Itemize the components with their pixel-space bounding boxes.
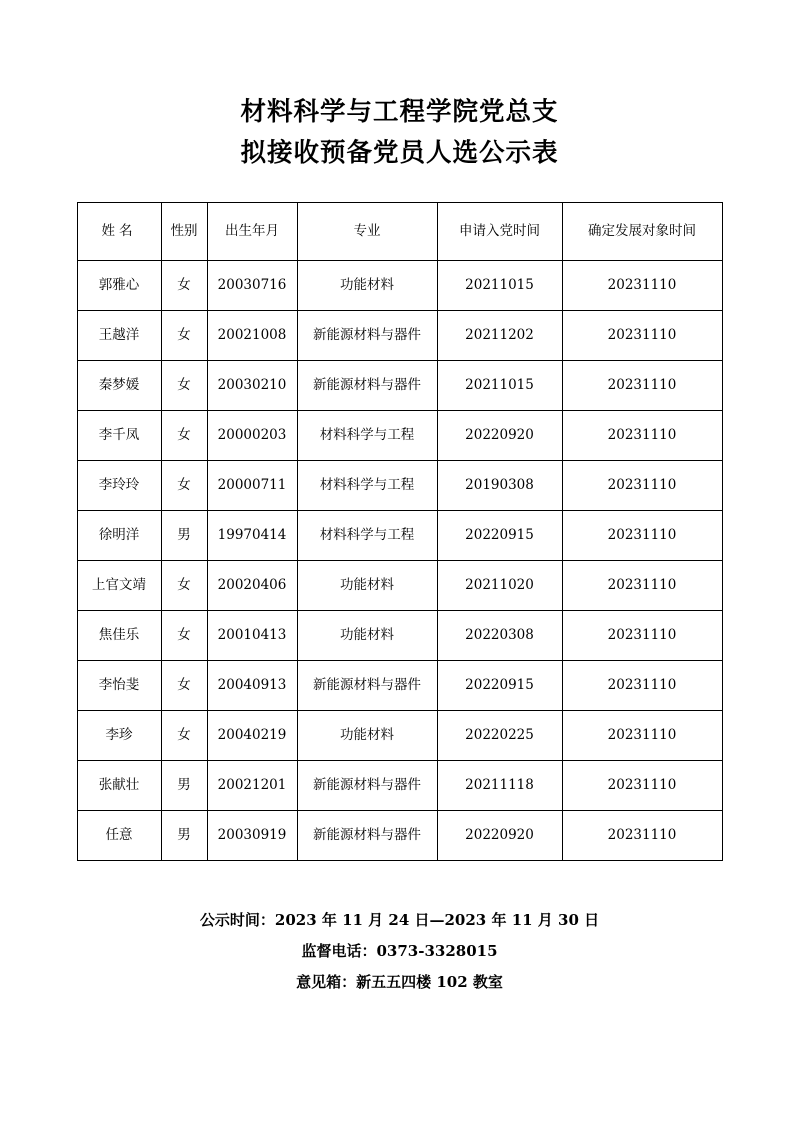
cell-name-text: 李珍 [105, 727, 133, 744]
cell-name-text: 徐明洋 [98, 527, 140, 544]
cell-birthdate [207, 661, 297, 711]
cell-target-date-text: 20231110 [607, 527, 677, 544]
cell-name-text: 张献壮 [98, 777, 140, 794]
cell-major [297, 561, 437, 611]
table-container [0, 202, 799, 861]
cell-target-date-text: 20231110 [607, 277, 677, 294]
cell-gender-text: 女 [177, 327, 191, 344]
cell-gender-text: 女 [177, 277, 191, 294]
document-title [0, 0, 799, 174]
cell-name [77, 611, 161, 661]
cell-target-date [562, 511, 722, 561]
cell-birthdate-text: 20010413 [217, 627, 287, 644]
title-line-2: 拟接收预备党员人选公示表 [240, 138, 559, 168]
column-header-name [77, 203, 161, 261]
cell-target-date-text: 20231110 [607, 327, 677, 344]
column-header-gender [161, 203, 207, 261]
cell-target-date [562, 311, 722, 361]
cell-name-text: 上官文靖 [92, 577, 146, 594]
cell-major [297, 661, 437, 711]
cell-name-text: 任意 [105, 827, 133, 844]
cell-birthdate [207, 311, 297, 361]
column-header-application-date-text: 申请入党时间 [459, 223, 540, 240]
cell-target-date-text: 20231110 [607, 827, 677, 844]
table-row [77, 411, 722, 461]
table-row [77, 511, 722, 561]
cell-name-text: 焦佳乐 [98, 627, 140, 644]
cell-target-date-text: 20231110 [607, 427, 677, 444]
cell-gender [161, 661, 207, 711]
table-body [77, 261, 722, 861]
cell-name [77, 311, 161, 361]
column-header-application-date [437, 203, 562, 261]
candidates-table [77, 202, 723, 861]
cell-application-date [437, 511, 562, 561]
cell-application-date-text: 20220308 [465, 627, 534, 644]
cell-major-text: 新能源材料与器件 [313, 327, 421, 344]
cell-birthdate [207, 461, 297, 511]
cell-application-date [437, 711, 562, 761]
cell-birthdate [207, 561, 297, 611]
cell-target-date-text: 20231110 [607, 577, 677, 594]
cell-gender [161, 261, 207, 311]
cell-application-date [437, 661, 562, 711]
cell-gender [161, 461, 207, 511]
cell-birthdate-text: 20021008 [217, 327, 287, 344]
cell-application-date-text: 20220225 [465, 727, 534, 744]
cell-application-date [437, 461, 562, 511]
cell-gender [161, 411, 207, 461]
table-row [77, 461, 722, 511]
cell-application-date [437, 311, 562, 361]
cell-target-date [562, 411, 722, 461]
cell-target-date [562, 561, 722, 611]
cell-name [77, 511, 161, 561]
cell-target-date [562, 611, 722, 661]
column-header-name-text: 姓名 [101, 223, 137, 240]
cell-application-date-text: 20220920 [465, 427, 534, 444]
cell-application-date-text: 20211202 [465, 327, 534, 344]
cell-application-date [437, 361, 562, 411]
cell-birthdate [207, 261, 297, 311]
footer-supervision-phone: 监督电话：0373-3328015 [301, 942, 498, 960]
cell-target-date-text: 20231110 [607, 677, 677, 694]
table-row [77, 761, 722, 811]
cell-major-text: 功能材料 [340, 577, 394, 594]
title-line-1: 材料科学与工程学院党总支 [240, 97, 559, 127]
cell-gender-text: 男 [177, 827, 191, 844]
cell-application-date-text: 20220915 [465, 527, 534, 544]
cell-application-date [437, 811, 562, 861]
cell-major-text: 新能源材料与器件 [313, 777, 421, 794]
cell-gender-text: 男 [177, 527, 191, 544]
cell-application-date [437, 611, 562, 661]
table-header-row [77, 203, 722, 261]
cell-name [77, 761, 161, 811]
cell-gender [161, 311, 207, 361]
cell-birthdate-text: 20040219 [217, 727, 287, 744]
cell-gender-text: 男 [177, 777, 191, 794]
cell-birthdate-text: 20030716 [217, 277, 287, 294]
table-row [77, 811, 722, 861]
cell-gender-text: 女 [177, 577, 191, 594]
cell-major-text: 功能材料 [340, 277, 394, 294]
cell-gender-text: 女 [177, 377, 191, 394]
cell-birthdate-text: 20020406 [217, 577, 287, 594]
cell-major [297, 761, 437, 811]
cell-birthdate-text: 20030919 [217, 827, 287, 844]
table-row [77, 711, 722, 761]
column-header-target-date [562, 203, 722, 261]
cell-application-date [437, 411, 562, 461]
cell-application-date [437, 261, 562, 311]
cell-major-text: 功能材料 [340, 627, 394, 644]
cell-birthdate-text: 20000711 [217, 477, 287, 494]
cell-name [77, 361, 161, 411]
cell-application-date-text: 20211118 [465, 777, 534, 794]
cell-target-date [562, 811, 722, 861]
cell-birthdate [207, 811, 297, 861]
cell-target-date [562, 761, 722, 811]
cell-target-date-text: 20231110 [607, 627, 677, 644]
cell-birthdate-text: 20030210 [217, 377, 287, 394]
cell-major [297, 811, 437, 861]
cell-name-text: 李玲玲 [98, 477, 140, 494]
column-header-target-date-text: 确定发展对象时间 [588, 223, 696, 240]
cell-target-date [562, 661, 722, 711]
cell-name [77, 261, 161, 311]
cell-major-text: 材料科学与工程 [319, 527, 415, 544]
cell-target-date [562, 711, 722, 761]
cell-gender [161, 811, 207, 861]
cell-target-date [562, 261, 722, 311]
cell-target-date-text: 20231110 [607, 477, 677, 494]
table-row [77, 361, 722, 411]
cell-major-text: 新能源材料与器件 [313, 827, 421, 844]
cell-major-text: 新能源材料与器件 [313, 377, 421, 394]
cell-name-text: 秦梦媛 [98, 377, 140, 394]
cell-target-date-text: 20231110 [607, 377, 677, 394]
cell-gender-text: 女 [177, 627, 191, 644]
cell-gender-text: 女 [177, 477, 191, 494]
cell-major-text: 功能材料 [340, 727, 394, 744]
cell-name-text: 李千凤 [98, 427, 140, 444]
cell-name [77, 461, 161, 511]
column-header-birthdate [207, 203, 297, 261]
cell-birthdate-text: 20021201 [217, 777, 287, 794]
cell-gender [161, 761, 207, 811]
cell-application-date [437, 761, 562, 811]
cell-major-text: 新能源材料与器件 [313, 677, 421, 694]
cell-gender [161, 361, 207, 411]
column-header-major-text: 专业 [353, 223, 381, 240]
cell-name [77, 561, 161, 611]
cell-major [297, 611, 437, 661]
cell-major [297, 461, 437, 511]
cell-birthdate [207, 411, 297, 461]
cell-birthdate-text: 20000203 [217, 427, 287, 444]
cell-gender [161, 561, 207, 611]
cell-application-date [437, 561, 562, 611]
cell-application-date-text: 20190308 [465, 477, 534, 494]
table-row [77, 311, 722, 361]
cell-birthdate [207, 611, 297, 661]
cell-name [77, 661, 161, 711]
cell-gender-text: 女 [177, 677, 191, 694]
cell-gender [161, 711, 207, 761]
cell-birthdate [207, 361, 297, 411]
cell-birthdate-text: 20040913 [217, 677, 287, 694]
table-row [77, 611, 722, 661]
cell-major [297, 311, 437, 361]
column-header-birthdate-text: 出生年月 [225, 223, 279, 240]
cell-major [297, 511, 437, 561]
cell-gender-text: 女 [177, 727, 191, 744]
cell-target-date [562, 461, 722, 511]
cell-name-text: 郭雅心 [98, 277, 140, 294]
cell-major-text: 材料科学与工程 [319, 427, 415, 444]
cell-major-text: 材料科学与工程 [319, 477, 415, 494]
cell-application-date-text: 20211015 [465, 277, 534, 294]
cell-gender-text: 女 [177, 427, 191, 444]
cell-gender [161, 511, 207, 561]
table-row [77, 661, 722, 711]
cell-name [77, 711, 161, 761]
cell-application-date-text: 20220920 [465, 827, 534, 844]
footer-publicity-period: 公示时间：2023 年 11 月 24 日—2023 年 11 月 30 日 [199, 911, 600, 929]
cell-gender [161, 611, 207, 661]
footer-suggestion-box: 意见箱：新五五四楼 102 教室 [296, 973, 503, 991]
column-header-major [297, 203, 437, 261]
cell-name-text: 李怡斐 [98, 677, 140, 694]
cell-target-date-text: 20231110 [607, 777, 677, 794]
cell-application-date-text: 20211015 [465, 377, 534, 394]
cell-major [297, 261, 437, 311]
cell-name [77, 411, 161, 461]
column-header-gender-text: 性别 [170, 223, 198, 240]
cell-application-date-text: 20220915 [465, 677, 534, 694]
cell-target-date [562, 361, 722, 411]
table-header [77, 203, 722, 261]
table-row [77, 261, 722, 311]
cell-birthdate [207, 761, 297, 811]
cell-major [297, 411, 437, 461]
cell-birthdate-text: 19970414 [217, 527, 287, 544]
cell-application-date-text: 20211020 [465, 577, 534, 594]
cell-major [297, 361, 437, 411]
cell-major [297, 711, 437, 761]
cell-name-text: 王越洋 [98, 327, 140, 344]
cell-name [77, 811, 161, 861]
document-footer [0, 905, 799, 998]
cell-birthdate [207, 511, 297, 561]
cell-birthdate [207, 711, 297, 761]
cell-target-date-text: 20231110 [607, 727, 677, 744]
table-row [77, 561, 722, 611]
